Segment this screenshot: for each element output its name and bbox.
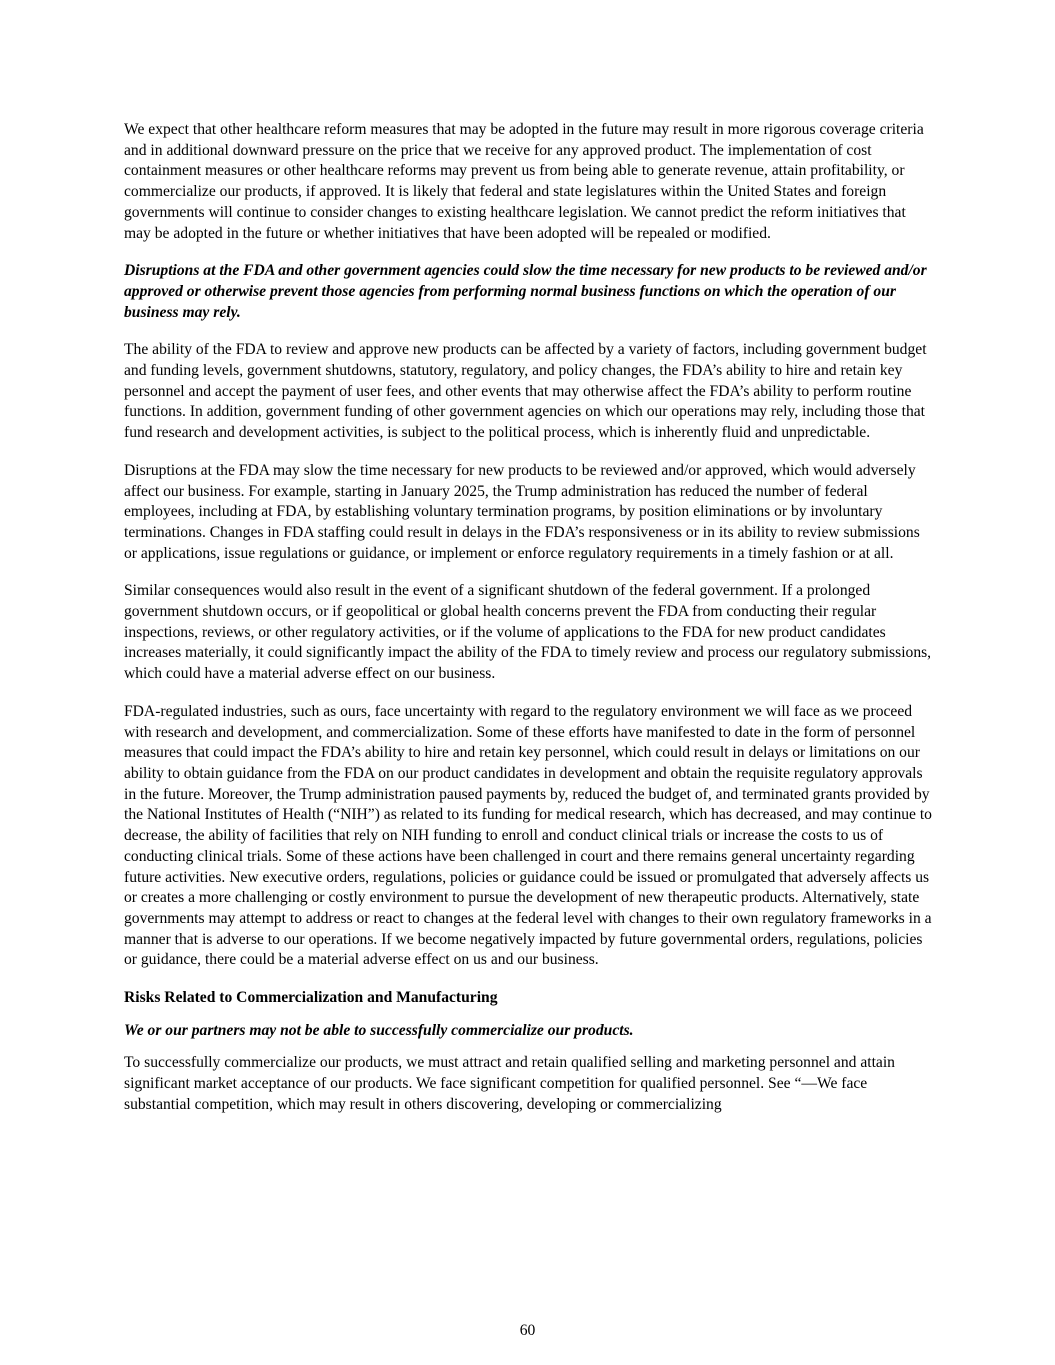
document-body bbox=[124, 120, 934, 1133]
paragraph-regulatory-uncertainty: FDA-regulated industries, such as ours, face uncertainty with regard to the regulatory environment we will face as we proceed with research and development, and commercialization. Some of these efforts have manifested to date in the form of personnel measures that could impact the FDA’s ability to hire and retain key personnel, which could result in delays or limitations on our ability to obtain guidance from the FDA on our product candidates in development and obtain the requisite regulatory approvals in the future. Moreover, the Trump administration paused payments by, reduced the budget of, and terminated grants provided by the National Institutes of Health (“NIH”) as related to its funding for medical research, which has decreased, and may continue to decrease, the ability of facilities that rely on NIH funding to enroll and conduct clinical trials or increase the costs to us of conducting clinical trials. Some of these actions have been challenged in court and there remains general uncertainty regarding future activities. New executive orders, regulations, policies or guidance could be issued or promulgated that adversely affects us or creates a more challenging or costly environment to pursue the development of new therapeutic products. Alternatively, state governments may attempt to address or react to changes at the federal level with changes to their own regulatory frameworks in a manner that is adverse to our operations. If we become negatively impacted by future governmental orders, regulations, policies or guidance, there could be a material adverse effect on us and our business. bbox=[124, 702, 932, 969]
paragraph-fda-staffing: Disruptions at the FDA may slow the time necessary for new products to be reviewed and/or approved, which would adversely affect our business. For example, starting in January 2025, the Trump administration has reduced the number of federal employees, including at FDA, by establishing voluntary termination programs, by position eliminations or by involuntary terminations. Changes in FDA staffing could result in delays in the FDA’s responsiveness or in its ability to review submissions or applications, issue regulations or guidance, or implement or enforce regulatory requirements in a timely fashion or at all. bbox=[124, 461, 920, 562]
paragraph-commercialize-products: To successfully commercialize our products, we must attract and retain qualified selling and marketing personnel and attain significant market acceptance of our products. We face significant competition for qualified personnel. See “—We face substantial competition, which may result in others discovering, developing or commercializing bbox=[124, 1054, 895, 1113]
paragraph-fda-review-ability: The ability of the FDA to review and approve new products can be affected by a variety of factors, including government budget and funding levels, government shutdowns, statutory, regulatory, and policy changes, the FDA’s ability to hire and retain key personnel and accept the payment of user fees, and other events that may otherwise affect the FDA’s ability to perform routine functions. In addition, government funding of other government agencies on which our operations may rely, including those that fund research and development activities, is subject to the political process, which is inherently fluid and unpredictable. bbox=[124, 341, 927, 442]
page-number: 60 bbox=[519, 1322, 536, 1339]
risk-factor-heading-commercialize: We or our partners may not be able to successfully commercialize our products. bbox=[124, 1021, 634, 1039]
paragraph-government-shutdown: Similar consequences would also result in the event of a significant shutdown of the federal government. If a prolonged government shutdown occurs, or if geopolitical or global health concerns prevent the FDA from conducting their regular inspections, reviews, or other regulatory activities, or if the volume of applications to the FDA for new product candidates increases materially, it could significantly impact the ability of the FDA to timely review and process our regulatory submissions, which could have a material adverse effect on our business. bbox=[124, 582, 932, 683]
section-heading-commercialization: Risks Related to Commercialization and Manufacturing bbox=[124, 989, 498, 1007]
risk-factor-heading-fda-disruptions: Disruptions at the FDA and other government agencies could slow the time necessary for new products to be reviewed and/or approved or otherwise prevent those agencies from performing normal business functions on which the operation of our business may rely. bbox=[124, 262, 927, 321]
paragraph-healthcare-reform: We expect that other healthcare reform measures that may be adopted in the future may result in more rigorous coverage criteria and in additional downward pressure on the price that we receive for any approved product. The implementation of cost containment measures or other healthcare reforms may prevent us from being able to generate revenue, attain profitability, or commercialize our products, if approved. It is likely that federal and state legislatures within the United States and foreign governments will continue to consider changes to existing healthcare legislation. We cannot predict the reform initiatives that may be adopted in the future or whether initiatives that have been adopted will be repealed or modified. bbox=[124, 121, 924, 242]
